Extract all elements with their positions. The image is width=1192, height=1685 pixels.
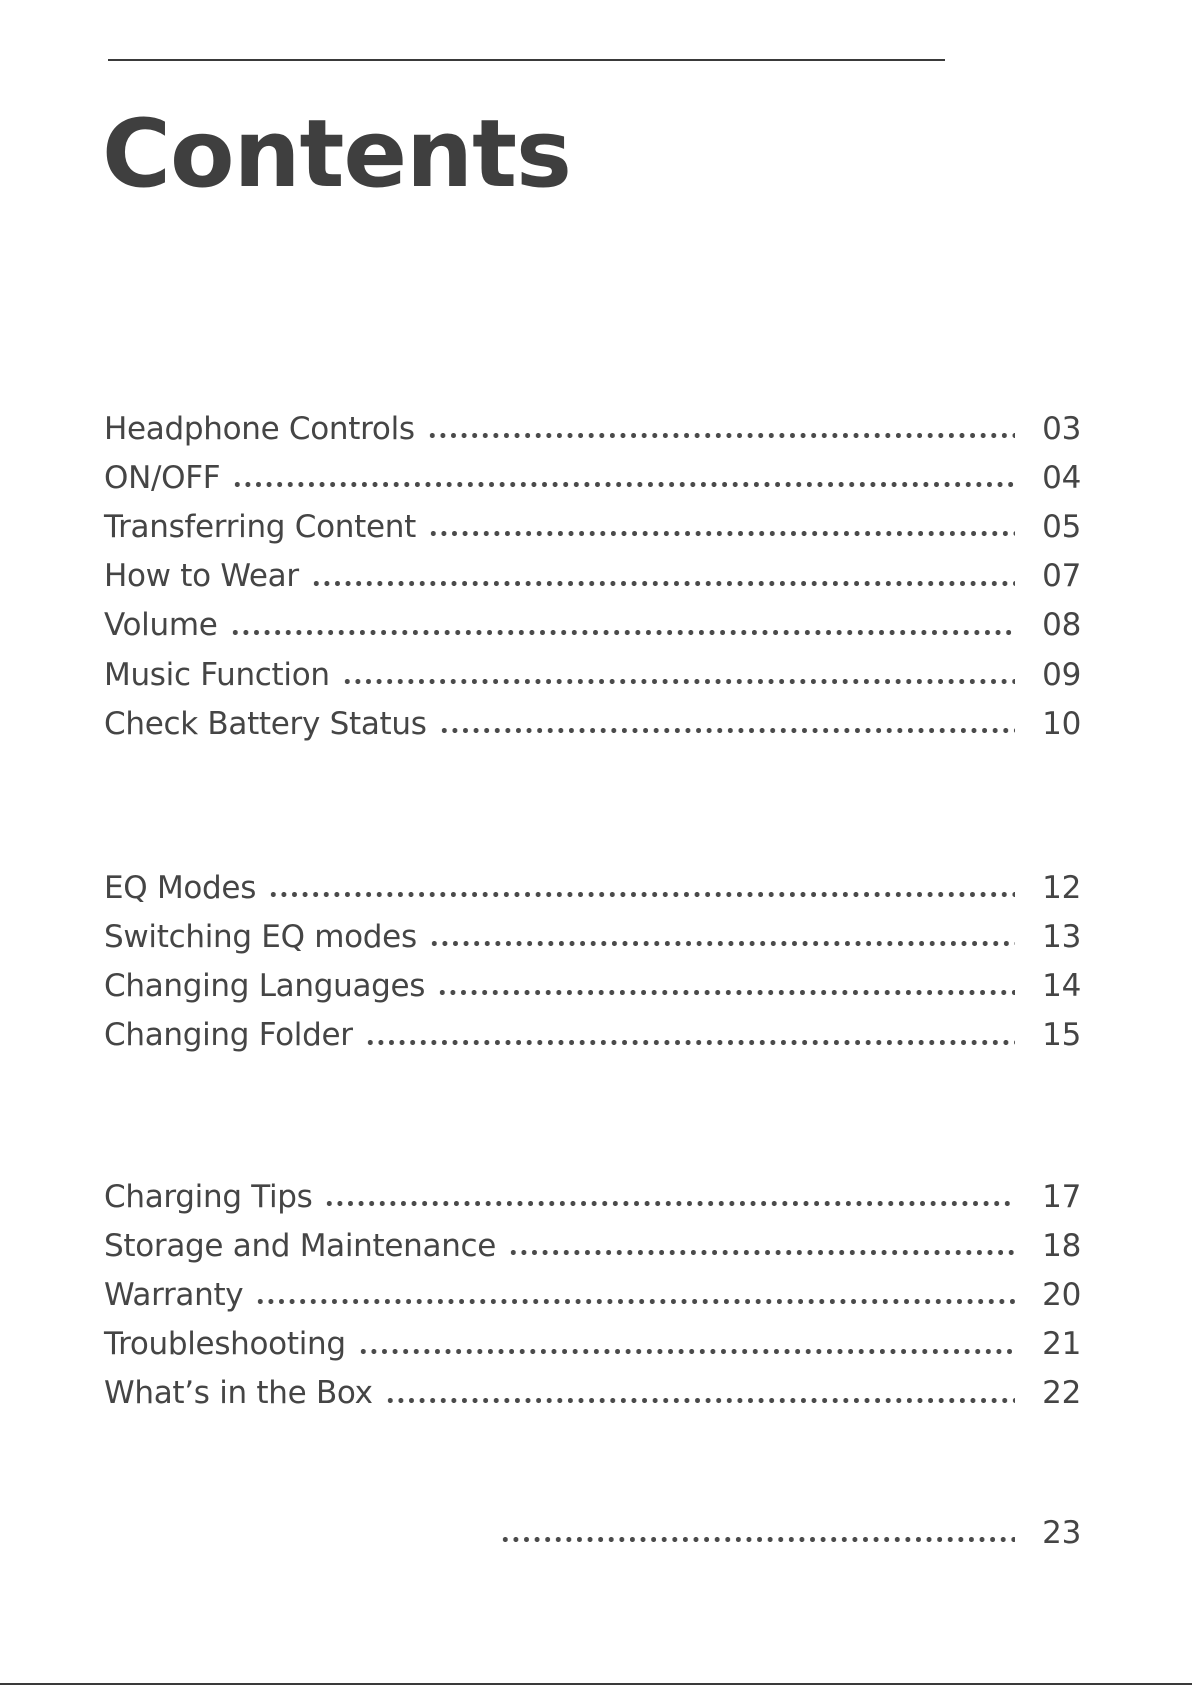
toc-entry-label: Changing Folder (104, 1017, 353, 1054)
toc-entry[interactable] (104, 912, 1081, 961)
toc-entry[interactable] (104, 502, 1081, 551)
toc-entry[interactable] (104, 1221, 1081, 1270)
dot-leader (324, 1201, 1015, 1206)
toc-entry-page: 13 (1042, 918, 1081, 955)
toc-entry[interactable] (104, 453, 1081, 502)
top-rule (108, 59, 945, 61)
toc-entry[interactable] (104, 404, 1081, 453)
toc-entry-label: Storage and Maintenance (104, 1227, 497, 1264)
toc-entry[interactable] (104, 1369, 1081, 1418)
toc-entry-page: 15 (1042, 1017, 1081, 1054)
toc-entry[interactable] (104, 1011, 1081, 1060)
toc-entry-page: 07 (1042, 558, 1081, 595)
toc-entry-label: ON/OFF (104, 459, 221, 496)
toc-entry-page: 17 (1042, 1178, 1081, 1215)
toc-entry[interactable] (104, 863, 1081, 912)
page-title: Contents (102, 100, 571, 209)
toc-entry-page: 03 (1042, 410, 1081, 447)
toc-entry[interactable] (104, 650, 1081, 699)
dot-leader (230, 630, 1016, 635)
toc-group-1 (104, 404, 1081, 748)
toc-entry-page: 14 (1042, 967, 1081, 1004)
toc-entry-page: 20 (1042, 1276, 1081, 1313)
dot-leader (385, 1398, 1015, 1403)
toc-entry-label: How to Wear (104, 558, 299, 595)
toc-entry-page: 12 (1042, 869, 1081, 906)
toc-entry-page: 21 (1042, 1326, 1081, 1363)
toc-entry-label: Transferring Content (104, 508, 416, 545)
dot-leader (342, 679, 1015, 684)
toc-entry[interactable] (104, 1320, 1081, 1369)
dot-leader (232, 482, 1015, 487)
dot-leader (437, 990, 1015, 995)
dot-leader (311, 581, 1015, 586)
toc-entry-label: Warranty (104, 1276, 244, 1313)
toc-group-2 (104, 863, 1081, 1060)
toc-entry[interactable] (104, 1270, 1081, 1319)
toc-entry-label: Volume (104, 607, 218, 644)
toc-entry-label: Troubleshooting (104, 1326, 346, 1363)
dot-leader (365, 1040, 1015, 1045)
toc-entry-page: 23 (1042, 1514, 1081, 1551)
toc-entry[interactable] (104, 601, 1081, 650)
toc-group-4 (104, 1508, 1081, 1557)
dot-leader (439, 728, 1015, 733)
toc-entry-page: 10 (1042, 705, 1081, 742)
dot-leader (268, 892, 1015, 897)
toc-entry-page: 08 (1042, 607, 1081, 644)
toc-entry-page: 04 (1042, 459, 1081, 496)
dot-leader (358, 1349, 1015, 1354)
toc-entry[interactable] (104, 699, 1081, 748)
dot-leader (428, 531, 1015, 536)
toc-entry-label: Switching EQ modes (104, 918, 417, 955)
toc-entry[interactable] (104, 1508, 1081, 1557)
toc-entry-label: Charging Tips (104, 1178, 313, 1215)
toc-entry-page: 18 (1042, 1227, 1081, 1264)
dot-leader (255, 1299, 1015, 1304)
dot-leader (508, 1250, 1015, 1255)
toc-entry-label: Check Battery Status (104, 705, 427, 742)
toc-entry-label: Music Function (104, 656, 330, 693)
toc-entry[interactable] (104, 961, 1081, 1010)
toc-group-3 (104, 1172, 1081, 1418)
toc-entry-label: Headphone Controls (104, 410, 415, 447)
toc-entry[interactable] (104, 552, 1081, 601)
toc-entry-label: EQ Modes (104, 869, 257, 906)
toc-entry-label: Changing Languages (104, 967, 426, 1004)
dot-leader (427, 433, 1015, 438)
toc-entry-page: 22 (1042, 1375, 1081, 1412)
toc-entry-label: What’s in the Box (104, 1375, 373, 1412)
toc-entry-page: 09 (1042, 656, 1081, 693)
dot-leader (500, 1537, 1015, 1542)
toc-entry-page: 05 (1042, 508, 1081, 545)
dot-leader (429, 941, 1015, 946)
toc-entry[interactable] (104, 1172, 1081, 1221)
